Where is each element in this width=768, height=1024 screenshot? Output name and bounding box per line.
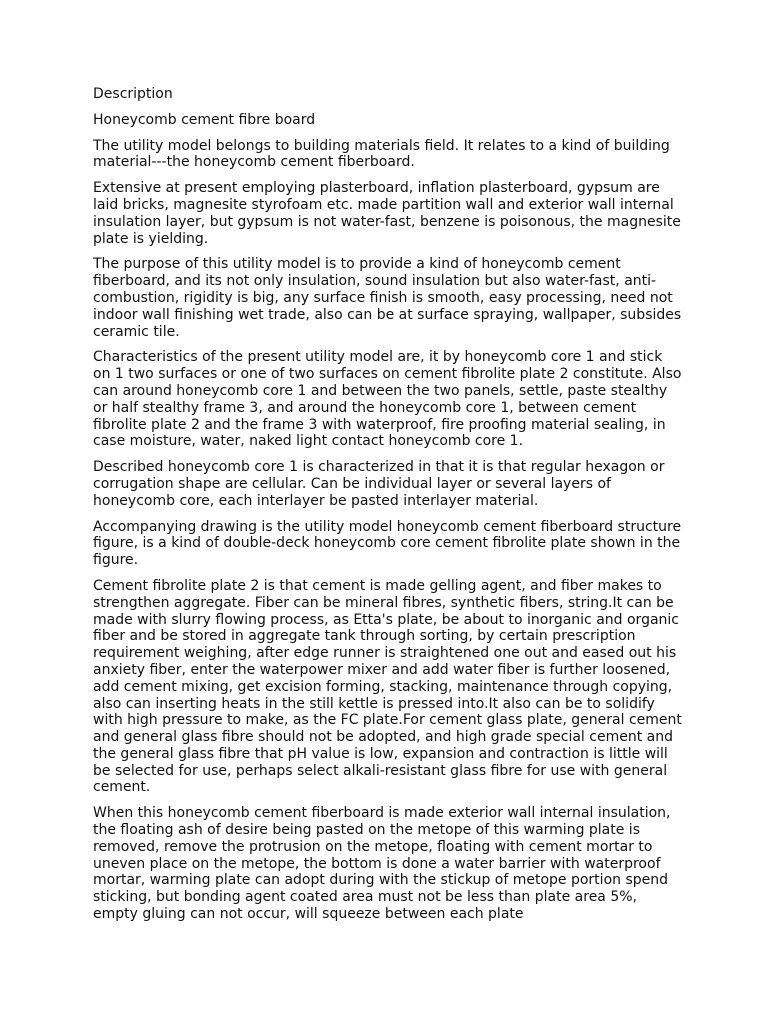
paragraph-2: Extensive at present employing plasterboard, inflation plasterboard, gypsum are laid bricks, magnesite styrofoam etc. made partition wall and exterior wall internal insulation layer, but gypsum is not water-fast, benzene is poisonous, the magnesite plate is yielding. xyxy=(93,180,681,247)
paragraph-5: Described honeycomb core 1 is characterized in that it is that regular hexagon or corrugation shape are cellular. Can be individual layer or several layers of honeycomb core, each interlayer be pasted interlayer material. xyxy=(93,459,665,509)
paragraph-8: When this honeycomb cement fiberboard is made exterior wall internal insulation, the floating ash of desire being pasted on the metope of this warming plate is removed, remove the protrusion on the metope, floating with cement mortar to uneven place on the metope, the bottom is done a water barrier with waterproof mortar, warming plate can adopt during with the stickup of metope portion spend sticking, but bonding agent coated area must not be less than plate area 5%, empty gluing can not occur, will squeeze between each plate xyxy=(93,805,671,923)
document-page xyxy=(93,86,683,932)
section-heading: Description xyxy=(93,86,173,102)
paragraph-4: Characteristics of the present utility model are, it by honeycomb core 1 and stick on 1 two surfaces or one of two surfaces on cement fibrolite plate 2 constitute. Also can around honeycomb core 1 and between the two panels, settle, paste stealthy or half stealthy frame 3, and around the honeycomb core 1, between cement fibrolite plate 2 and the frame 3 with waterproof, fire proofing material sealing, in case moisture, water, naked light contact honeycomb core 1. xyxy=(93,349,682,450)
paragraph-3: The purpose of this utility model is to provide a kind of honeycomb cement fiberboard, and its not only insulation, sound insulation but also water-fast, anti-combustion, rigidity is big, any surface finish is smooth, easy processing, need not indoor wall finishing wet trade, also can be at surface spraying, wallpaper, subsides ceramic tile. xyxy=(93,256,682,340)
paragraph-6: Accompanying drawing is the utility model honeycomb cement fiberboard structure figure, is a kind of double-deck honeycomb core cement fibrolite plate shown in the figure. xyxy=(93,518,682,569)
paragraph-1: The utility model belongs to building materials field. It relates to a kind of building material---the honeycomb cement fiberboard. xyxy=(93,137,670,171)
document-title: Honeycomb cement fibre board xyxy=(93,111,316,128)
paragraph-7: Cement fibrolite plate 2 is that cement is made gelling agent, and fiber makes to strengthen aggregate. Fiber can be mineral fibres, synthetic fibers, string.It can be made with slurry flowing process, as Etta's plate, be about to inorganic and organic fiber and be stored in aggregate tank through sorting, by certain prescription requirement weighing, after edge runner is straightened one out and eased out his anxiety fiber, enter the waterpower mixer and add water fiber is further loosened, add cement mixing, get excision forming, stacking, maintenance through copying, also can inserting heats in the still kettle is pressed into.It also can be to solidify with high pressure to make, as the FC plate.For cement glass plate, general cement and general glass fibre should not be adopted, and high grade special cement and the general glass fibre that pH value is low, expansion and contraction is little will be selected for use, perhaps select alkali-resistant glass fibre for use with general cement. xyxy=(93,577,682,796)
